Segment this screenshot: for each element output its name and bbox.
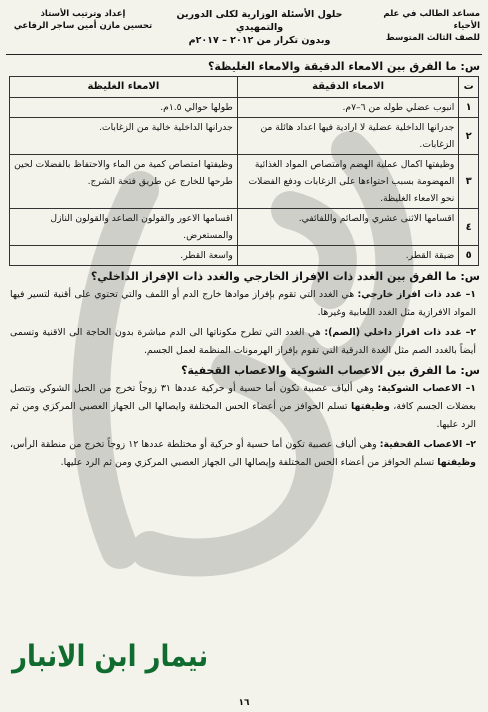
small-intestine-cell: جدرانها الداخلية عضلية لا ارادية فيها اعداد هائلة من الزغابات. [237, 118, 459, 155]
document-page [6, 4, 482, 708]
small-intestine-cell: وظيفتها اكمال عملية الهضم وامتصاص المواد الغذائية المهضومة بسبب احتواءها على الزغابات ودفع الفضلات نحو الامعاء الغليظة. [237, 155, 459, 209]
large-intestine-cell: واسعة القطر. [10, 246, 238, 266]
cranial-heading: ٢– الاعصاب القحفية: [379, 439, 476, 450]
table-header-row [10, 77, 479, 98]
cranial-text-a: وهي ألياف عصبية تكون أما حسية أو حركية أو مختلطة عددها ١٢ زوجاً تخرج من منطقة الرأس، [10, 439, 380, 450]
page-number: ١٦ [238, 698, 250, 708]
header-left [8, 8, 158, 32]
col-number: ت [459, 77, 479, 98]
spinal-paragraph [10, 380, 476, 434]
header-divider [6, 54, 482, 55]
question-3-title: س: ما الفرق بين الاعصاب الشوكية والاعصاب القحفية؟ [181, 364, 480, 377]
small-intestine-cell: ضيقة القطر. [237, 246, 459, 266]
spinal-text-b: تسلم الحوافز من أعضاء الحس المختلفة وايصالها الى الجهاز العصبي المركزي ومن ثم الرد عليها. [10, 401, 476, 430]
header-author: تحسين مازن أمين ساجر الرفاعي [13, 21, 153, 31]
spinal-function-label: وظيفتها [351, 401, 390, 412]
row-number: ١ [459, 98, 479, 118]
table-row [10, 246, 479, 266]
large-intestine-cell: اقسامها الاعور والقولون الصاعد والقولون النازل والمستعرض. [10, 209, 238, 246]
large-intestine-cell: جدرانها الداخلية خالية من الزغابات. [10, 118, 238, 155]
col-small-intestine: الامعاء الدقيقة [237, 77, 459, 98]
header-grade: للصف الثالث المتوسط [385, 33, 480, 43]
endocrine-paragraph [10, 324, 476, 360]
col-large-intestine: الامعاء الغليظة [10, 77, 238, 98]
row-number: ٣ [459, 155, 479, 209]
header-right [365, 8, 480, 44]
cranial-function-label: وظيفتها [437, 457, 476, 468]
header-subject: مساعد الطالب في علم الأحياء [383, 9, 480, 31]
table-row [10, 98, 479, 118]
exocrine-heading: ١– غدد ذات افراز خارجي: [357, 289, 477, 300]
exocrine-paragraph [10, 286, 476, 322]
small-intestine-cell: انبوب عضلي طوله من ٦–٧م. [237, 98, 459, 118]
header-prepared-by: إعداد وترتيب الأستاذ [40, 9, 126, 19]
large-intestine-cell: وظيفتها امتصاص كمية من الماء والاحتفاظ بالفضلات لحين طرحها للخارج عن طريق فتحة الشرج. [10, 155, 238, 209]
row-number: ٥ [459, 246, 479, 266]
comparison-table [9, 76, 479, 266]
header-center [157, 8, 362, 47]
large-intestine-cell: طولها حوالي ١.٥م. [10, 98, 238, 118]
spinal-text-a: وهي ألياف عصبية تكون أما حسية أو حركية عددها ٣١ زوجاً تخرج من الحبل الشوكي وتتصل بعضلات الجسم كافة، [10, 383, 476, 412]
cranial-text-b: تسلم الحوافز من أعضاء الحس المختلفة وإيصالها الى الجهاز العصبي المركزي ومن ثم الرد عليها. [60, 457, 438, 468]
exocrine-text: هي الغدد التي تقوم بإفراز موادها خارج الدم أو اللمف والتي تحتوي على أقنية لتسير فيها المواد الافرازية مثل الغدد اللعابية وغيرها. [10, 289, 476, 318]
table-row [10, 209, 479, 246]
cranial-paragraph [10, 436, 476, 472]
table-row [10, 155, 479, 209]
page-header [6, 4, 482, 48]
endocrine-heading: ٢– غدد ذات افراز داخلي (الصم): [324, 327, 476, 338]
endocrine-text: هي الغدد التي تطرح مكوناتها الى الدم مباشرة بدون الحاجة الى الاقنية وتسمى أيضاً بالغدد الصم مثل الغدة الدرقية التي تقوم بإفراز الهرمونات المنظمة لعمل الجسم. [10, 327, 476, 356]
header-years: وبدون تكرار من ٢٠١٢ – ٢٠١٧م [188, 35, 331, 46]
small-intestine-cell: اقسامها الاثنى عشري والصائم واللفائفي. [237, 209, 459, 246]
spinal-heading: ١– الاعصاب الشوكية: [377, 383, 477, 394]
header-title: حلول الأسئلة الوزارية لكلى الدورين والتمهيدي [176, 9, 343, 33]
row-number: ٤ [459, 209, 479, 246]
question-1-title: س: ما الفرق بين الامعاء الدقيقة والامعاء الغليظة؟ [207, 60, 480, 73]
question-2-title: س: ما الفرق بين الغدد ذات الإفراز الخارجي والغدد ذات الإفراز الداخلي؟ [90, 270, 480, 283]
row-number: ٢ [459, 118, 479, 155]
table-row [10, 118, 479, 155]
signature-stamp: نيمار ابن الانبار [12, 639, 209, 675]
